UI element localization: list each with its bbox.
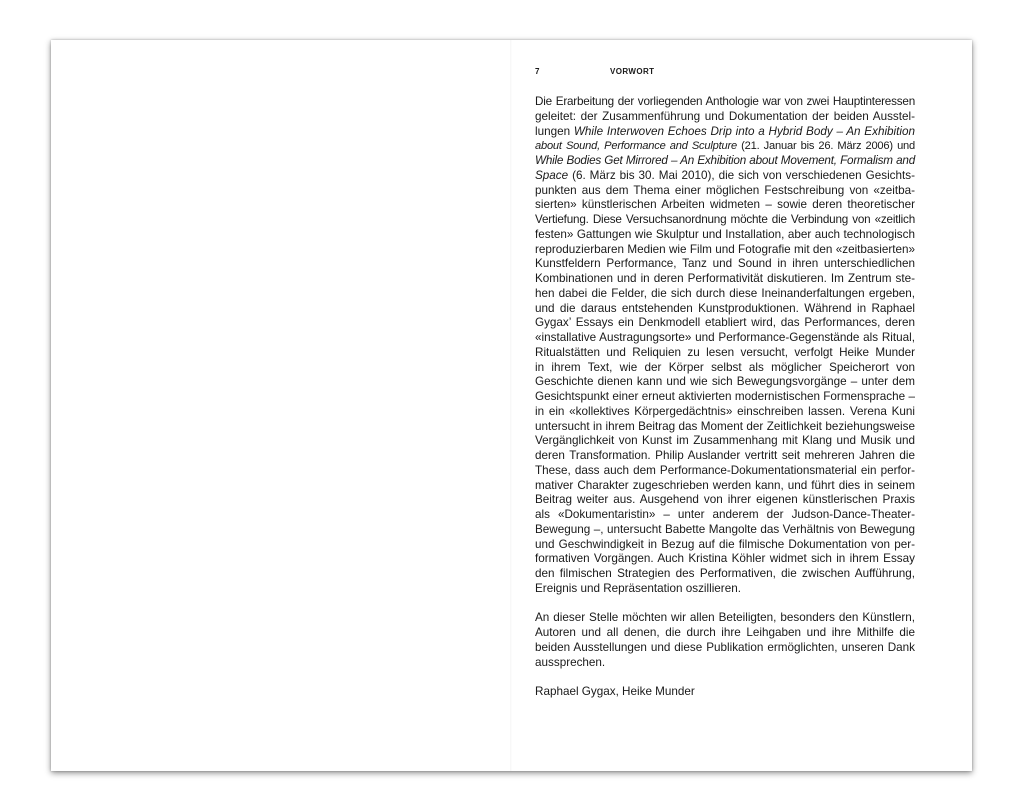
text-line: about Sound, Performance and Sculpture (21. Januar bis 26. März 2006) und bbox=[535, 140, 916, 153]
left-page-blank bbox=[51, 40, 511, 771]
text-line: Gygax’ Essays ein Denkmodell etabliert wird, das Performances, deren bbox=[535, 316, 915, 330]
page-number: 7 bbox=[535, 67, 540, 76]
exhibition-title: While Bodies Get Mirrored – An Exhibition about Movement, Formalism and bbox=[535, 154, 915, 167]
exhibition-title: While Interwoven Echoes Drip into a Hybrid Body – An Exhibition bbox=[573, 124, 915, 138]
text-line: aussprechen. bbox=[535, 655, 606, 669]
running-head bbox=[535, 67, 935, 79]
text-line: Beitrag weiter aus. Ausgehend von ihrer eigenen künstlerischen Praxis bbox=[535, 493, 915, 507]
text-line: Die Erarbeitung der vorliegenden Anthologie war von zwei Hauptinteressen bbox=[535, 95, 915, 108]
text-line: als «Dokumentaristin» – unter anderem der Judson-Dance-Theater- bbox=[535, 508, 915, 521]
text-line: untersucht in ihrem Beitrag das Moment der Zeitlichkeit beziehungsweise bbox=[535, 419, 915, 433]
text-line: Ritualstätten und Reliquien zu lesen versucht, verfolgt Heike Munder bbox=[535, 345, 915, 359]
text-line: den filmischen Strategien des Performativen, die zwischen Aufführung, bbox=[535, 567, 915, 580]
text-line: «installative Austragungsorte» und Performance-Gegenstände als Ritual, bbox=[535, 331, 915, 344]
text-line: Gesichtspunkt einer erneut aktivierten modernistischen Formensprache – bbox=[535, 390, 915, 403]
text-line: Geschichte dienen kann und wie sich Bewegungsvorgänge – unter dem bbox=[535, 375, 915, 389]
text-line: hen dabei die Felder, die sich durch diese Ineinanderfaltungen ergeben, bbox=[535, 286, 915, 300]
text-line: sierten» künstlerischen Arbeiten widmeten – sowie deren theoretischer bbox=[535, 198, 915, 212]
paragraph bbox=[535, 685, 915, 700]
text-line: Ereignis und Repräsentation oszillieren. bbox=[535, 581, 741, 595]
text-line: deren Transformation. Philip Auslander vertritt seit mehreren Jahren die bbox=[535, 449, 915, 462]
text-line: und die daraus entstehenden Kunstproduktionen. Während in Raphael bbox=[535, 301, 915, 315]
text-line: festen» Gattungen wie Skulptur und Installation, aber auch technologisch bbox=[535, 227, 915, 241]
text-line: Raphael Gygax, Heike Munder bbox=[535, 685, 695, 698]
text-line: in ein «kollektives Körpergedächtnis» einschreiben lassen. Verena Kuni bbox=[535, 404, 915, 418]
text-line: reproduzierbaren Medien wie Film und Fotografie mit den «zeitbasierten» bbox=[535, 242, 915, 256]
section-title: VORWORT bbox=[610, 67, 655, 76]
text-line: und Geschwindigkeit in Bezug auf die filmische Dokumentation von per- bbox=[535, 537, 915, 551]
text-line: punkten aus dem Thema einer möglichen Festschreibung von «zeitba- bbox=[535, 183, 915, 197]
text-line: Kombinationen und in deren Performativität diskutieren. Im Zentrum ste- bbox=[535, 272, 915, 285]
book-spread bbox=[51, 40, 972, 771]
text-line: Space (6. März bis 30. Mai 2010), die sich von verschiedenen Gesichts- bbox=[535, 168, 915, 182]
text-line: These, dass auch dem Performance-Dokumentationsmaterial ein perfor- bbox=[535, 463, 915, 477]
right-page bbox=[511, 40, 972, 771]
text-line: An dieser Stelle möchten wir allen Beteiligten, besonders den Künstlern, bbox=[535, 611, 915, 625]
text-line: Vergänglichkeit von Kunst im Zusammenhang mit Klang und Musik und bbox=[535, 434, 915, 448]
body-text bbox=[535, 95, 915, 715]
text-line: Bewegung –, untersucht Babette Mangolte das Verhältnis von Bewegung bbox=[535, 522, 915, 536]
text-line: in ihrem Text, wie der Körper selbst als möglicher Speicherort von bbox=[535, 360, 915, 374]
text-line: formativen Vorgängen. Auch Kristina Köhler widmet sich in ihrem Essay bbox=[535, 552, 915, 566]
text-line: beiden Ausstellungen und diese Publikation ermöglichten, unseren Dank bbox=[535, 640, 915, 654]
text-line: Kunstfeldern Performance, Tanz und Sound in ihren unterschiedlichen bbox=[535, 257, 915, 271]
paragraph bbox=[535, 611, 915, 670]
exhibition-title: Space bbox=[535, 168, 569, 182]
text-line: mativer Charakter zugeschrieben werden kann, und führt dies in seinem bbox=[535, 478, 915, 492]
paragraph bbox=[535, 95, 915, 597]
text-line: geleitet: der Zusammenführung und Dokumentation der beiden Ausstel- bbox=[535, 109, 915, 123]
exhibition-title: about Sound, Performance and Sculpture bbox=[535, 140, 737, 153]
text-line: Autoren und all denen, die durch ihre Leihgaben und ihre Mithilfe die bbox=[535, 626, 915, 639]
text-line: Vertiefung. Diese Versuchsanordnung möchte die Verbindung von «zeitlich bbox=[535, 213, 915, 226]
text-line bbox=[535, 154, 915, 169]
text-line: lungen While Interwoven Echoes Drip into a Hybrid Body – An Exhibition bbox=[535, 124, 915, 138]
